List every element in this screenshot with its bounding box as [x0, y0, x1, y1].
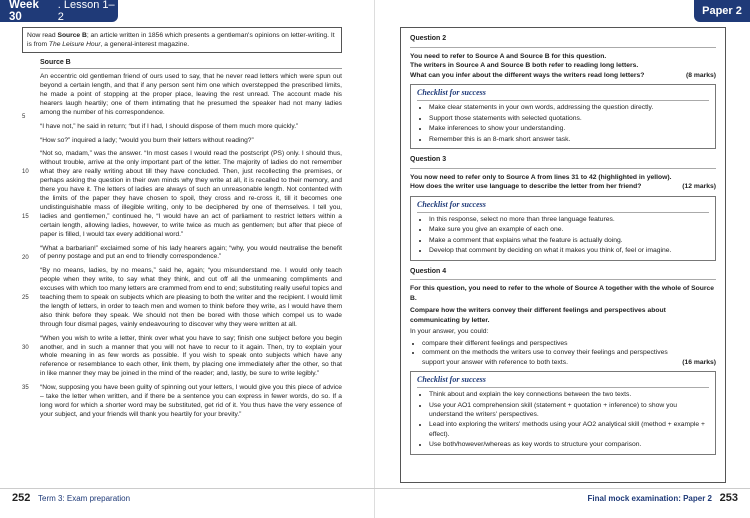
q4-line-2: Compare how the writers convey their different feelings and perspectives about communicating by letter. [410, 307, 666, 324]
checklist-title: Checklist for success [417, 87, 709, 101]
paragraph-text: “How so?” inquired a lady; “would you burn their letters without reading?” [40, 136, 254, 144]
intro-lead: Now read [27, 32, 58, 39]
divider [410, 279, 716, 280]
checklist-item: • Lead into exploring the writers' methods using your AO2 analytical skill (method + example + effect). [429, 420, 709, 439]
paragraph-text: “I have not,” he said in return; “but if I had, I should dispose of them much more quickly.” [40, 122, 299, 130]
checklist-item: • Think about and explain the key connections between the two texts. [429, 390, 709, 399]
checklist-item: • Make inferences to show your understanding. [429, 124, 709, 133]
line-number: 10 [22, 169, 29, 176]
paragraph-text: “Not so, madam,” was the answer. “In most cases I would read the postscript (PS) only. I should thus, without trouble, arrive at the only important part of the letter. The majority of ladies do not remember what they are really writing about till they have concluded. Then, just recollecting the premises, or perhaps asking the question in their own minds why they write at all, it is recalled to their memory, and there you have it. The letters of ladies are always of such an unreasonable length. Not contented with the limits of the paper they have chosen to spoil, they cross and re-cross it, till it becomes one undistinguishable mass of illegible writing, only to be deciphered by one of themselves. I tell you, ladies and gentlemen,” continued he, “I would have an act of parliament to restrict letters within a certain length, allowing ladies, however, to write twice as much as gentlemen; but after that piece of paper is filled, I would tax every additional word.” [40, 150, 342, 238]
checklist-item: • Develop that comment by deciding on what it makes you think of, feel or imagine. [429, 246, 709, 255]
q2-line-1: You need to refer to Source A and Source B for this question. [410, 52, 607, 60]
line-number: 25 [22, 295, 29, 302]
intro-box [22, 27, 342, 53]
footer-title-right: Final mock examination: Paper 2 [587, 494, 712, 503]
checklist-item: • Use your AO1 comprehension skill (statement + quotation + inference) to show you understand the writers' perspectives. [429, 401, 709, 420]
paragraph-text: An eccentric old gentleman friend of ours used to say, that he never read letters which were spun out beyond a certain length, and that if any person sent him one which overstepped the prescribed limits, he made a point of stopping at the proper place, leaving the rest unread. The account made his hearers laugh heartily; one of them intimating that he presumed the speaker had not many ladies among the number of his correspondence. [40, 73, 342, 116]
source-paragraph [40, 137, 342, 146]
source-paragraph [22, 267, 342, 329]
q2-question: What can you infer about the different ways the writers read long letters? [410, 71, 645, 79]
paragraph-text: “What a barbarian!” exclaimed some of his lady hearers again; “why, you would neutralise the benefit of penny postage and put an end to friendly correspondence.” [40, 244, 342, 261]
checklist-item: • Make clear statements in your own words, addressing the question directly. [429, 103, 709, 112]
footer-divider [0, 488, 750, 489]
q2-checklist [410, 84, 716, 149]
line-number: 35 [22, 385, 29, 392]
q2-line-3 [410, 71, 716, 80]
q3-line-1: You now need to refer only to Source A from lines 31 to 42 (highlighted in yellow). [410, 173, 672, 181]
source-paragraph [40, 123, 342, 132]
source-paragraph [22, 73, 342, 121]
source-paragraph [22, 150, 342, 239]
question-3-title: Question 3 [410, 156, 447, 164]
q4-bullet [422, 358, 716, 367]
question-4-title: Question 4 [410, 267, 447, 275]
q4-bullet-text: support your answer with reference to both texts. [422, 358, 568, 366]
left-page [22, 27, 342, 425]
intro-publication: The Leisure Hour [48, 41, 101, 49]
q4-bullets [410, 339, 716, 367]
paragraph-text: “By no means, ladies, by no means,” said he, again; “you misunderstand me. I would only teach people when they write, to say what they think, and cut off all the unmeaning compliments and excuses with which too many letters are crammed from end to end; substituting really useful topics and teaching them to speak on subjects which are pleasing to both the writer and the recipient. I would limit the length of letters, in order to teach men and women to think before they write, as I would have them also think before they speak. We should not then be bored with those which compel us to wade through four dismal pages, vainly endeavouring to discover why they were written at all. [40, 267, 342, 328]
q2-marks: (8 marks) [685, 71, 716, 79]
q4-line-1: For this question, you need to refer to the whole of Source A together with the whole of Source B. [410, 285, 715, 302]
week-tab [0, 0, 118, 22]
question-2-title: Question 2 [410, 35, 447, 42]
checklist-item: • Remember this is an 8-mark short answer task. [429, 135, 709, 144]
q4-checklist [410, 371, 716, 455]
line-number: 30 [22, 344, 29, 351]
questions-panel [400, 27, 726, 483]
source-body [22, 73, 342, 420]
checklist-item: • Make a comment that explains what the feature is actually doing. [429, 236, 709, 245]
intro-text-1: ; an article written in 1856 which presents a gentleman's opinions on letter-writing. It is from [27, 32, 335, 49]
checklist-item: • Use both/however/whereas as key words to structure your comparison. [429, 440, 709, 449]
q4-bullet: • compare their different feelings and perspectives [422, 339, 716, 348]
footer-title-left: Term 3: Exam preparation [38, 494, 131, 503]
q3-checklist [410, 196, 716, 261]
page-number-right: 253 [719, 492, 738, 504]
q4-answer-intro: In your answer, you could: [410, 328, 489, 336]
line-number: 5 [22, 114, 26, 121]
page-number-left: 252 [12, 492, 31, 504]
q4-bullet: • comment on the methods the writers use to convey their feelings and perspectives [422, 348, 716, 357]
q2-line-2: The writers in Source A and Source B both refer to reading long letters. [410, 62, 639, 70]
line-number: 20 [22, 254, 29, 261]
q3-line-2 [410, 182, 716, 191]
line-number: 15 [22, 214, 29, 221]
checklist-title: Checklist for success [417, 199, 709, 213]
paragraph-text: “Now, supposing you have been guilty of spinning out your letters, I would give you this piece of advice – take the letter when written, and if there be a sentence you can express in fewer words, do so. If a long word for which a shorter word may be substituted, get rid of it. You thus have the very essence of your subject, and your friends will thank you heartily for your brevity.” [40, 384, 342, 418]
paragraph-text: “When you wish to write a letter, think over what you have to say; finish one subject before you begin another, and in such a manner that you will not have to recur to it again. Then, try to explain your whole meaning in as few words as possible. If you wish to speak onto subjects which have any reference or resemblance to each other, link them, by placing one immediately after the other, so that in like manner they may be joined in the mind of the reader; and, lastly, be sure to write legibly.” [40, 334, 342, 378]
checklist-item: • In this response, select no more than three language features. [429, 215, 709, 224]
checklist-item: • Support those statements with selected quotations. [429, 114, 709, 123]
source-paragraph [22, 384, 342, 420]
divider [410, 47, 716, 48]
q3-question: How does the writer use language to describe the letter from her friend? [410, 183, 642, 191]
source-paragraph [22, 334, 342, 380]
intro-source-name: Source B [57, 32, 87, 39]
lesson-label: . Lesson 1–2 [57, 0, 115, 23]
q3-marks: (12 marks) [682, 183, 716, 191]
paper-tab: Paper 2 [694, 0, 750, 22]
checklist-title: Checklist for success [417, 374, 709, 388]
source-paragraph [22, 244, 342, 263]
q4-marks: (16 marks) [682, 358, 716, 366]
book-spine [374, 0, 375, 518]
intro-text-2: , a general-interest magazine. [100, 41, 190, 49]
divider [410, 168, 716, 169]
source-title: Source B [40, 59, 342, 69]
footer [0, 492, 750, 508]
checklist-item: • Make sure you give an example of each one. [429, 225, 709, 234]
week-label: Week 30 [9, 0, 39, 23]
